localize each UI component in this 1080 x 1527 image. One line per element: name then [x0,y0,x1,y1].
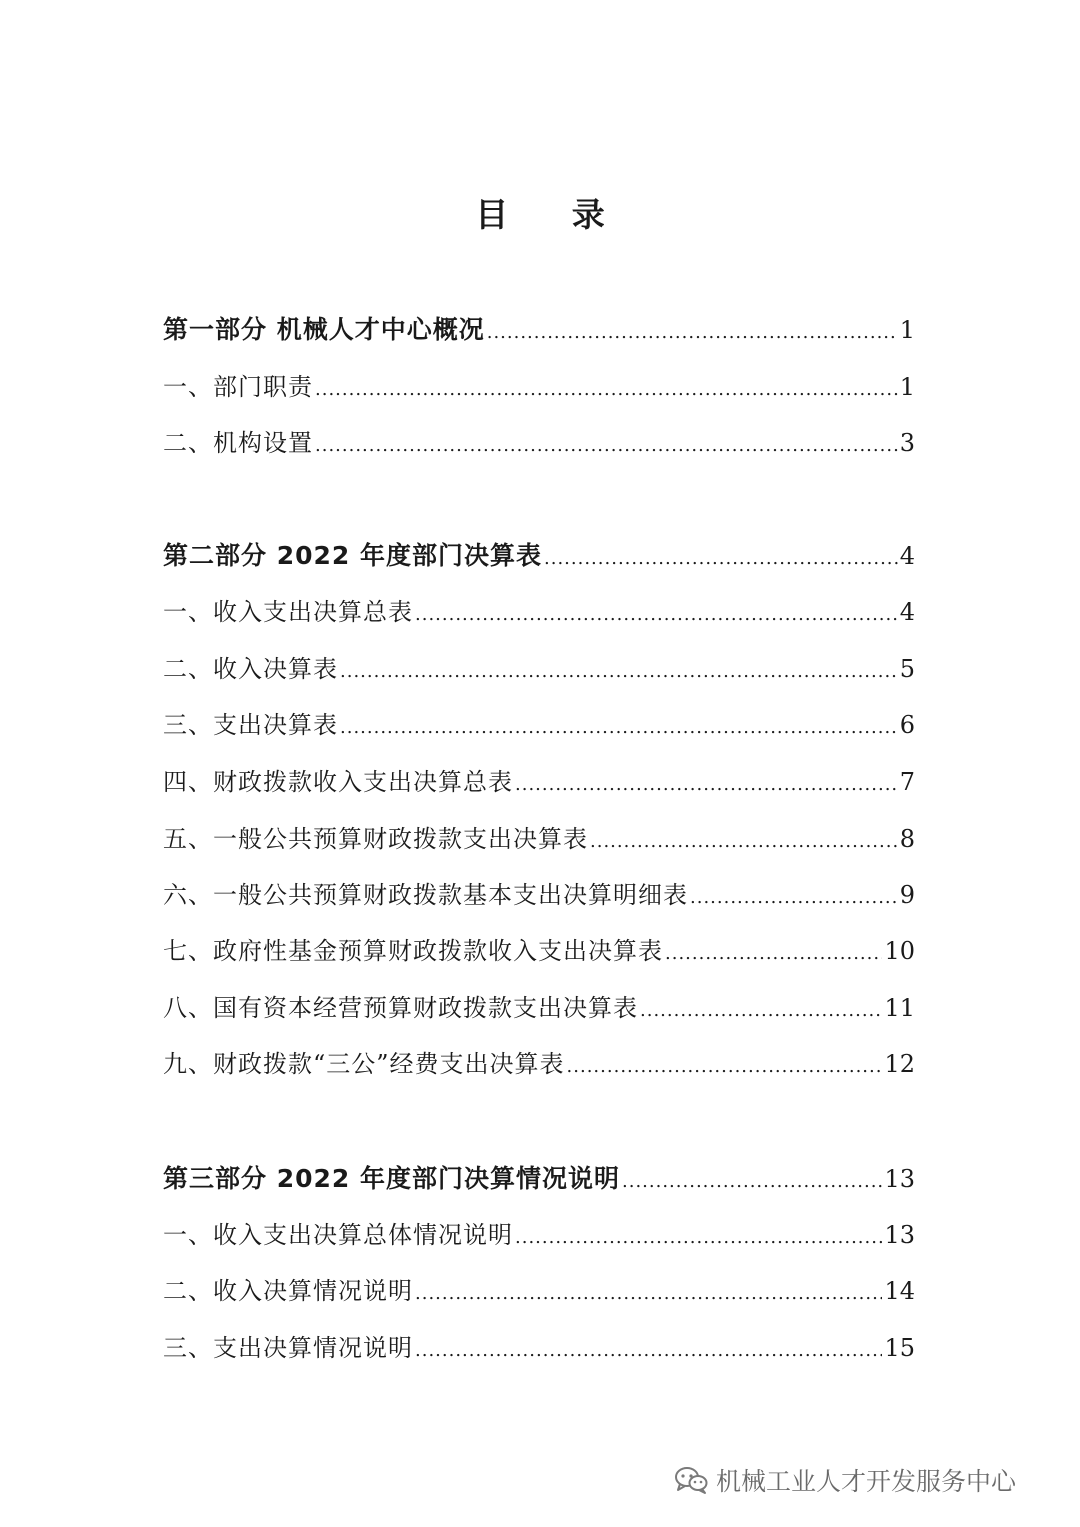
toc-label: 二、收入决算表 [163,655,338,683]
toc-item[interactable] [163,988,915,1028]
toc-label: 七、政府性基金预算财政拨款收入支出决算表 [163,937,663,965]
toc-label: 八、国有资本经营预算财政拨款支出决算表 [163,994,638,1022]
toc-item[interactable] [163,875,915,915]
toc-leader [315,370,898,410]
toc-item[interactable] [163,819,915,859]
toc-page-number: 4 [899,542,915,570]
toc-leader [690,878,898,918]
toc-page-number: 1 [899,316,915,344]
toc-item[interactable] [163,423,915,463]
toc-section-1[interactable] [163,310,915,350]
toc-leader [622,1162,882,1202]
toc-leader [544,539,898,579]
toc-leader [515,1218,882,1258]
toc-label: 二、机构设置 [163,429,313,457]
toc-item[interactable] [163,367,915,407]
toc-label: 第一部分 机械人才中心概况 [163,315,485,344]
page-title: 目 录 [475,195,631,234]
toc-leader [315,426,898,466]
toc-leader [515,765,898,805]
toc-leader [340,652,898,692]
toc-leader [415,1331,882,1371]
toc-label: 三、支出决算情况说明 [163,1334,413,1362]
toc-label: 四、财政拨款收入支出决算总表 [163,768,513,796]
toc-page-number: 6 [899,711,915,739]
toc-label: 二、收入决算情况说明 [163,1277,413,1305]
toc-label: 九、财政拨款“三公”经费支出决算表 [163,1050,565,1078]
toc-page-number: 4 [899,598,915,626]
toc-page-number: 14 [884,1277,915,1305]
wechat-watermark [674,1460,1016,1500]
toc-item[interactable] [163,1328,915,1368]
toc-page-number: 3 [899,429,915,457]
toc-page-number: 11 [884,994,915,1022]
toc-page-number: 8 [899,825,915,853]
toc-page-number: 13 [884,1165,915,1193]
toc-label: 一、收入支出决算总表 [163,598,413,626]
toc-page-number: 1 [899,373,915,401]
toc-section-2[interactable] [163,536,915,576]
toc-item[interactable] [163,705,915,745]
toc-item[interactable] [163,649,915,689]
toc-label: 六、一般公共预算财政拨款基本支出决算明细表 [163,881,688,909]
toc-page-number: 10 [884,937,915,965]
toc-label: 一、部门职责 [163,373,313,401]
toc-page-number: 9 [899,881,915,909]
toc-item[interactable] [163,592,915,632]
toc-label: 第二部分 2022 年度部门决算表 [163,541,542,570]
toc-page-number: 12 [884,1050,915,1078]
toc-leader [567,1047,883,1087]
toc-page-number: 13 [884,1221,915,1249]
toc-item[interactable] [163,1271,915,1311]
toc-leader [665,934,882,974]
toc-page-number: 5 [899,655,915,683]
toc-page-number: 7 [899,768,915,796]
wechat-icon [674,1465,708,1495]
toc-leader [590,822,898,862]
toc-item[interactable] [163,931,915,971]
toc-item[interactable] [163,1044,915,1084]
toc-page-number: 15 [884,1334,915,1362]
watermark-text: 机械工业人才开发服务中心 [716,1467,1017,1496]
toc-label: 一、收入支出决算总体情况说明 [163,1221,513,1249]
toc-item[interactable] [163,1215,915,1255]
toc-leader [340,708,898,748]
toc-leader [640,991,882,1031]
toc-leader [415,595,898,635]
toc-label: 第三部分 2022 年度部门决算情况说明 [163,1164,620,1193]
toc-label: 三、支出决算表 [163,711,338,739]
toc-section-3[interactable] [163,1159,915,1199]
toc-label: 五、一般公共预算财政拨款支出决算表 [163,825,588,853]
toc-leader [487,313,898,353]
toc-leader [415,1274,882,1314]
toc-item[interactable] [163,762,915,802]
